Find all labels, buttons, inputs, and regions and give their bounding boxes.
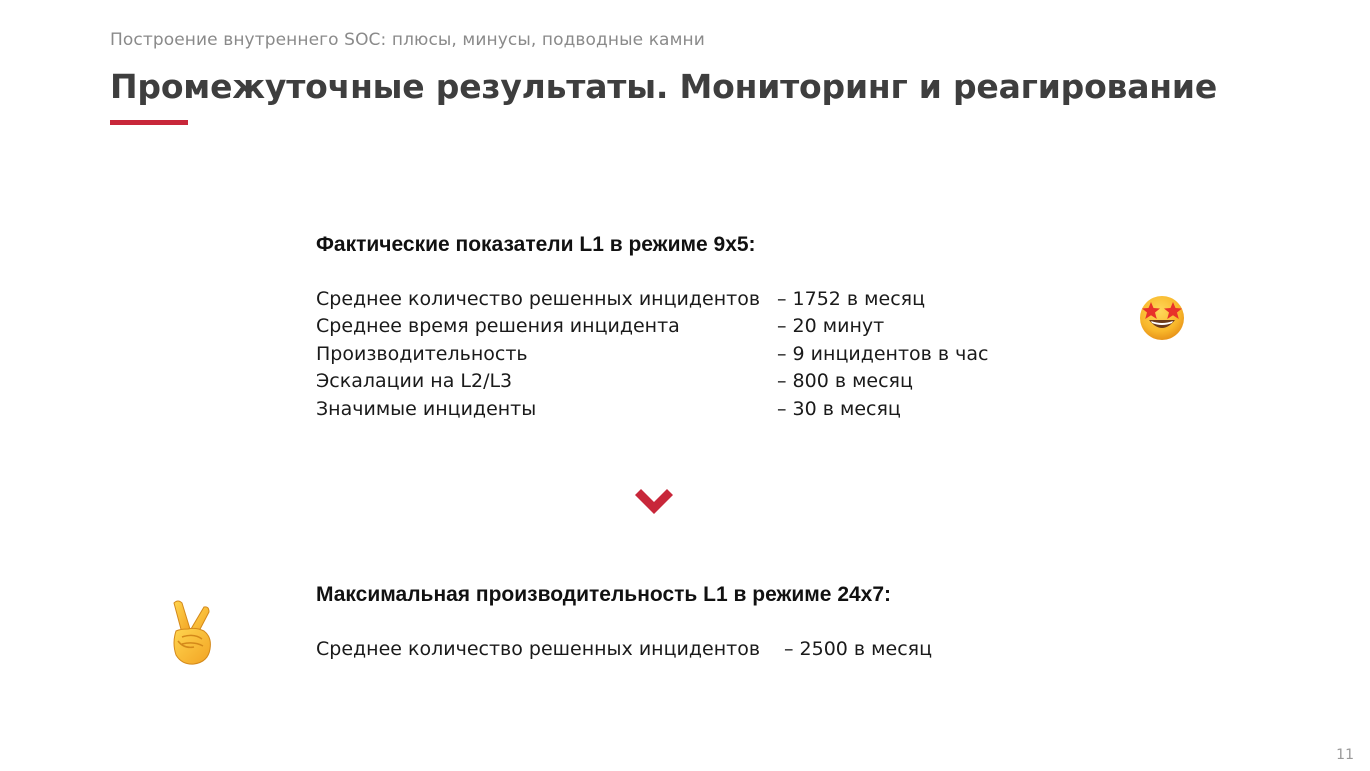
metric-row [316,370,1016,397]
metric-row [316,315,1016,342]
metric-label: Среднее количество решенных инцидентов [316,288,761,310]
metric-value: – 1752 в месяц [777,288,926,310]
title-accent-bar [110,120,188,125]
metric-value: – 800 в месяц [777,370,913,392]
metric-value: – 9 инцидентов в час [777,343,989,365]
victory-hand-emoji-icon [160,597,218,669]
metric-label: Среднее количество решенных инцидентов [316,638,761,660]
metric-row [316,288,1016,315]
metric-label: Производительность [316,343,528,365]
chevron-down-icon [633,487,675,519]
metric-row [316,398,1016,425]
section-heading-actual: Фактические показатели L1 в режиме 9x5: [316,233,756,256]
metric-row [316,638,1016,665]
metric-label: Среднее время решения инцидента [316,315,680,337]
slide-title: Промежуточные результаты. Мониторинг и реагирование [110,67,1217,106]
presentation-subtitle: Построение внутреннего SOC: плюсы, минусы, подводные камни [110,30,705,50]
metric-row [316,343,1016,370]
section-heading-max: Максимальная производительность L1 в режиме 24x7: [316,583,892,606]
metric-label: Значимые инциденты [316,398,537,420]
metric-value: – 2500 в месяц [784,638,933,660]
metric-value: – 20 минут [777,315,885,337]
metric-label: Эскалации на L2/L3 [316,370,513,392]
page-number: 11 [1336,747,1354,763]
star-struck-emoji-icon [1136,292,1188,342]
metric-value: – 30 в месяц [777,398,901,420]
